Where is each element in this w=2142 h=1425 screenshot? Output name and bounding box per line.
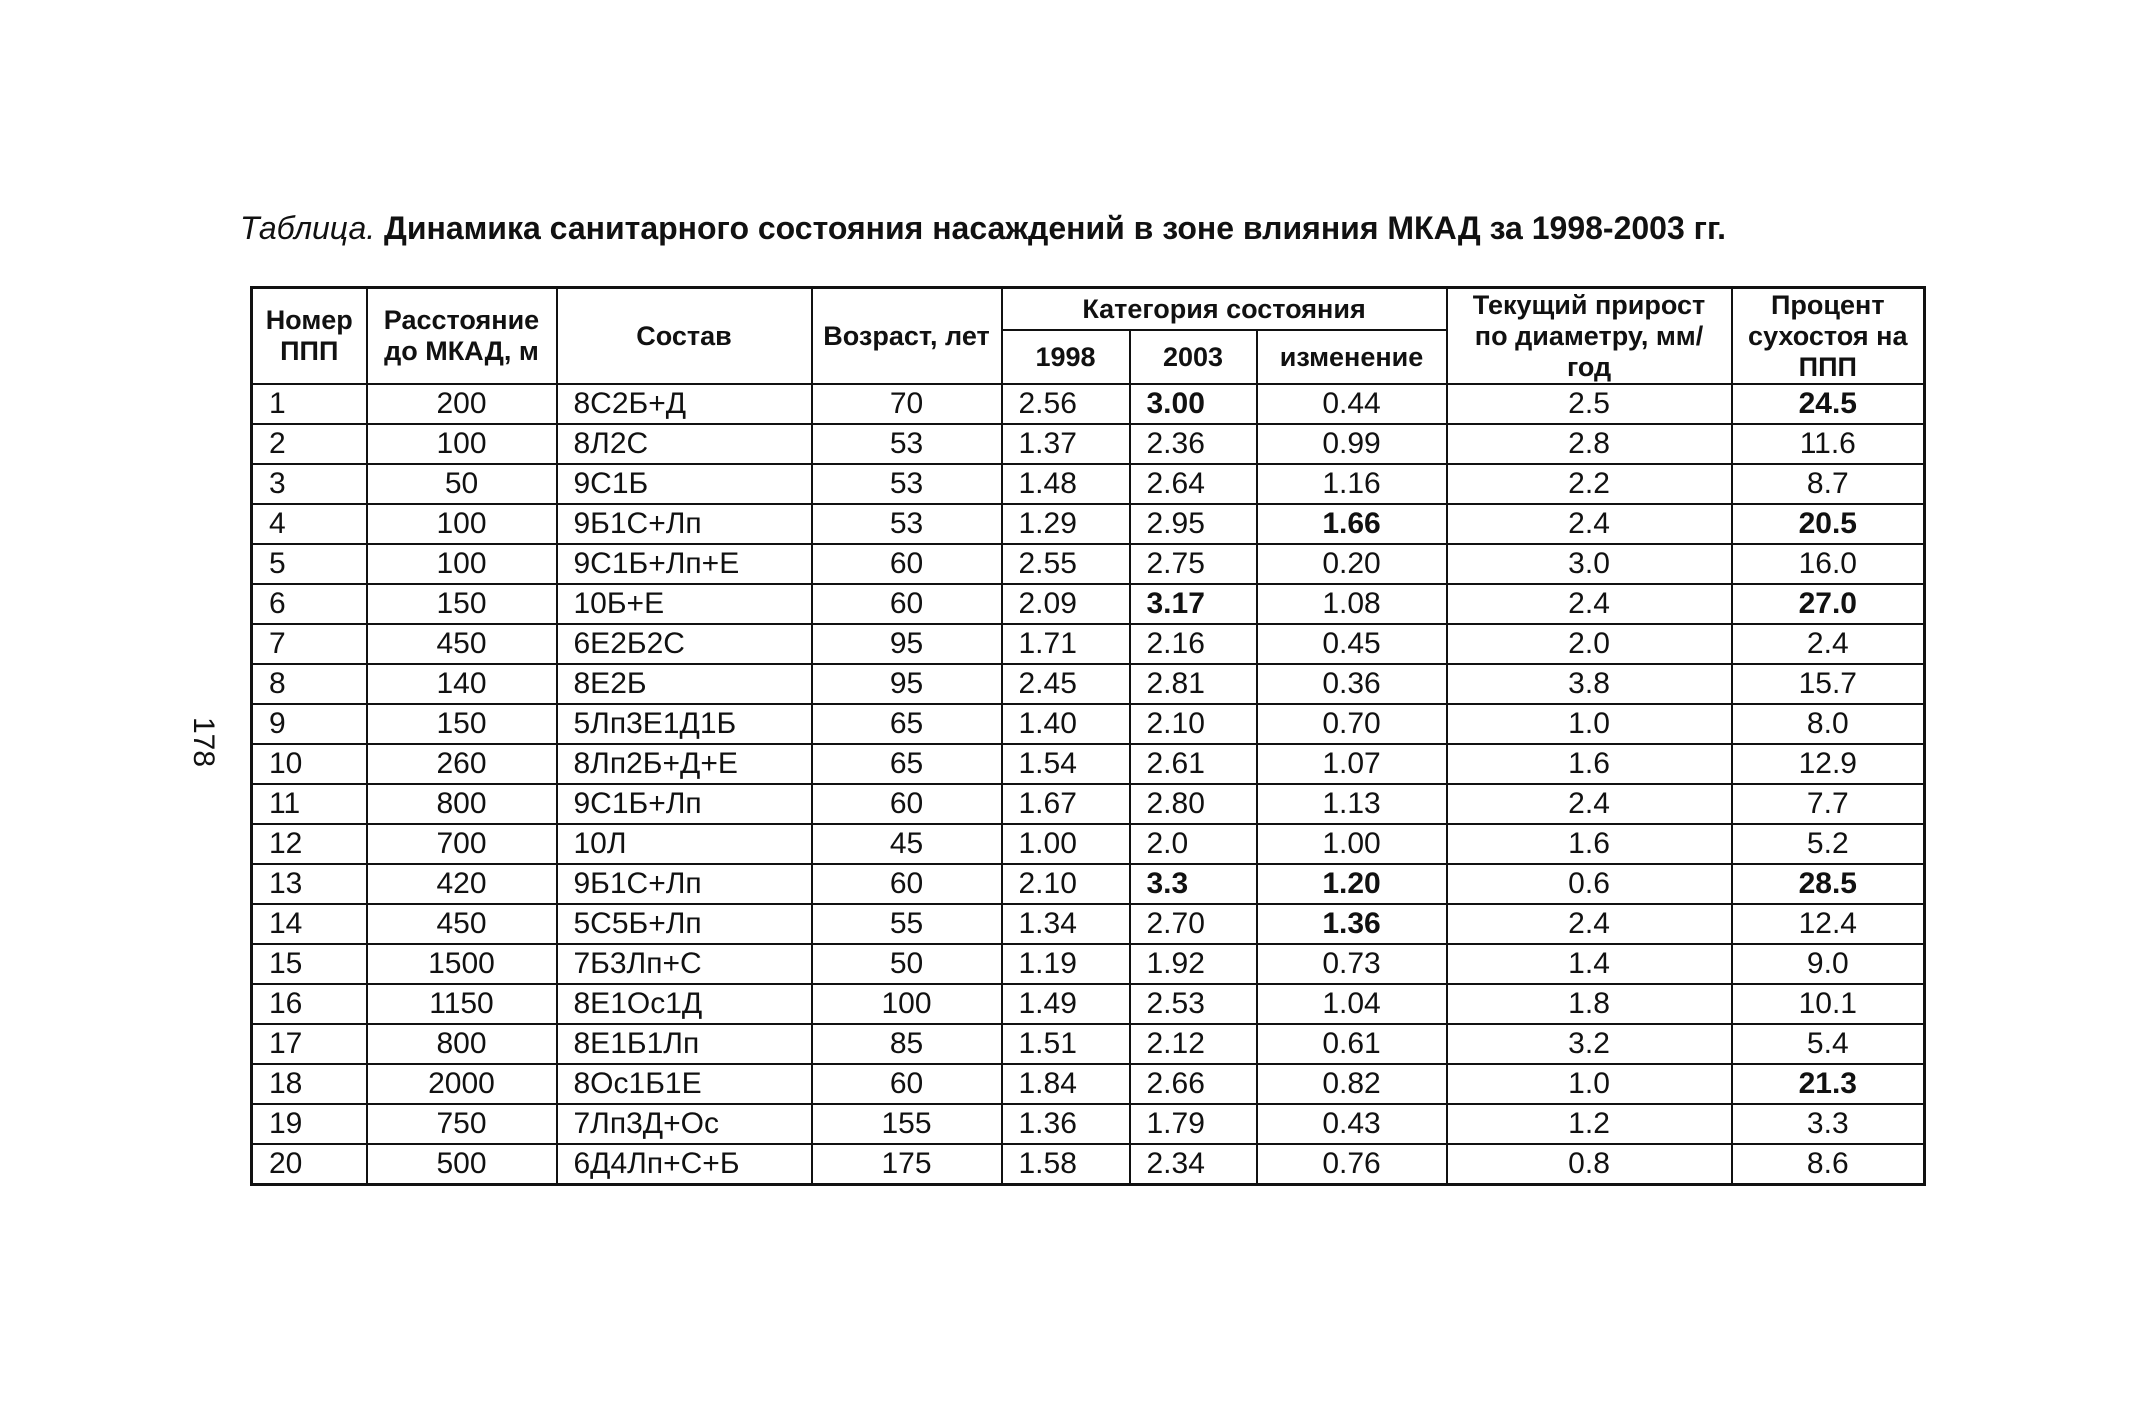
header-growth: Текущий прирост по диаметру, мм/год bbox=[1447, 288, 1732, 385]
cell-num: 13 bbox=[252, 864, 367, 904]
table-row bbox=[252, 464, 1925, 504]
table-row bbox=[252, 664, 1925, 704]
cell-category-change: 0.99 bbox=[1257, 424, 1447, 464]
cell-num: 10 bbox=[252, 744, 367, 784]
cell-dry-percent: 3.3 bbox=[1732, 1104, 1925, 1144]
cell-category-change: 0.82 bbox=[1257, 1064, 1447, 1104]
cell-num: 8 bbox=[252, 664, 367, 704]
table-row bbox=[252, 424, 1925, 464]
cell-growth: 1.8 bbox=[1447, 984, 1732, 1024]
cell-category-1998: 1.19 bbox=[1002, 944, 1130, 984]
table-row bbox=[252, 744, 1925, 784]
cell-age: 175 bbox=[812, 1144, 1002, 1185]
table-row bbox=[252, 1104, 1925, 1144]
caption-title: Динамика санитарного состояния насаждений в зоне влияния МКАД за 1998-2003 гг. bbox=[384, 210, 1726, 246]
cell-category-1998: 2.56 bbox=[1002, 384, 1130, 424]
cell-growth: 2.4 bbox=[1447, 584, 1732, 624]
cell-num: 5 bbox=[252, 544, 367, 584]
cell-growth: 2.4 bbox=[1447, 504, 1732, 544]
header-category-1998: 1998 bbox=[1002, 330, 1130, 384]
cell-category-1998: 2.55 bbox=[1002, 544, 1130, 584]
cell-dry-percent: 20.5 bbox=[1732, 504, 1925, 544]
cell-composition: 10Л bbox=[557, 824, 812, 864]
cell-category-change: 0.43 bbox=[1257, 1104, 1447, 1144]
cell-distance: 420 bbox=[367, 864, 557, 904]
cell-num: 9 bbox=[252, 704, 367, 744]
table-row bbox=[252, 584, 1925, 624]
cell-growth: 1.6 bbox=[1447, 744, 1732, 784]
cell-growth: 0.6 bbox=[1447, 864, 1732, 904]
cell-category-change: 0.44 bbox=[1257, 384, 1447, 424]
cell-category-2003: 2.61 bbox=[1130, 744, 1257, 784]
cell-distance: 140 bbox=[367, 664, 557, 704]
cell-dry-percent: 9.0 bbox=[1732, 944, 1925, 984]
cell-composition: 9Б1С+Лп bbox=[557, 504, 812, 544]
cell-num: 4 bbox=[252, 504, 367, 544]
cell-dry-percent: 7.7 bbox=[1732, 784, 1925, 824]
cell-dry-percent: 15.7 bbox=[1732, 664, 1925, 704]
cell-category-1998: 1.54 bbox=[1002, 744, 1130, 784]
cell-category-2003: 2.95 bbox=[1130, 504, 1257, 544]
cell-dry-percent: 28.5 bbox=[1732, 864, 1925, 904]
cell-category-1998: 1.71 bbox=[1002, 624, 1130, 664]
caption-lead: Таблица. bbox=[240, 210, 376, 246]
header-age: Возраст, лет bbox=[812, 288, 1002, 385]
cell-category-2003: 2.53 bbox=[1130, 984, 1257, 1024]
cell-dry-percent: 10.1 bbox=[1732, 984, 1925, 1024]
cell-category-1998: 1.58 bbox=[1002, 1144, 1130, 1185]
cell-age: 60 bbox=[812, 864, 1002, 904]
cell-category-1998: 1.37 bbox=[1002, 424, 1130, 464]
cell-growth: 3.0 bbox=[1447, 544, 1732, 584]
cell-category-2003: 1.92 bbox=[1130, 944, 1257, 984]
cell-category-1998: 1.84 bbox=[1002, 1064, 1130, 1104]
sanitary-condition-table bbox=[250, 286, 1926, 1186]
cell-composition: 7Б3Лп+С bbox=[557, 944, 812, 984]
cell-num: 12 bbox=[252, 824, 367, 864]
cell-growth: 1.4 bbox=[1447, 944, 1732, 984]
cell-category-change: 0.70 bbox=[1257, 704, 1447, 744]
cell-category-1998: 1.34 bbox=[1002, 904, 1130, 944]
cell-age: 60 bbox=[812, 784, 1002, 824]
cell-num: 2 bbox=[252, 424, 367, 464]
cell-distance: 800 bbox=[367, 1024, 557, 1064]
cell-category-2003: 2.10 bbox=[1130, 704, 1257, 744]
cell-num: 1 bbox=[252, 384, 367, 424]
cell-dry-percent: 5.4 bbox=[1732, 1024, 1925, 1064]
cell-dry-percent: 12.9 bbox=[1732, 744, 1925, 784]
cell-growth: 2.2 bbox=[1447, 464, 1732, 504]
cell-category-change: 1.16 bbox=[1257, 464, 1447, 504]
cell-growth: 3.2 bbox=[1447, 1024, 1732, 1064]
cell-composition: 8Ос1Б1Е bbox=[557, 1064, 812, 1104]
cell-composition: 9С1Б bbox=[557, 464, 812, 504]
cell-category-1998: 1.67 bbox=[1002, 784, 1130, 824]
cell-category-change: 1.00 bbox=[1257, 824, 1447, 864]
table-row bbox=[252, 824, 1925, 864]
cell-distance: 150 bbox=[367, 584, 557, 624]
cell-composition: 6Е2Б2С bbox=[557, 624, 812, 664]
cell-composition: 5Лп3Е1Д1Б bbox=[557, 704, 812, 744]
cell-dry-percent: 11.6 bbox=[1732, 424, 1925, 464]
cell-growth: 1.0 bbox=[1447, 1064, 1732, 1104]
cell-age: 100 bbox=[812, 984, 1002, 1024]
cell-growth: 1.0 bbox=[1447, 704, 1732, 744]
cell-category-2003: 2.36 bbox=[1130, 424, 1257, 464]
cell-num: 16 bbox=[252, 984, 367, 1024]
cell-category-1998: 1.40 bbox=[1002, 704, 1130, 744]
table-row bbox=[252, 704, 1925, 744]
cell-distance: 2000 bbox=[367, 1064, 557, 1104]
cell-distance: 200 bbox=[367, 384, 557, 424]
cell-distance: 150 bbox=[367, 704, 557, 744]
table-row bbox=[252, 944, 1925, 984]
cell-num: 18 bbox=[252, 1064, 367, 1104]
cell-age: 45 bbox=[812, 824, 1002, 864]
table-row bbox=[252, 504, 1925, 544]
page-number: 178 bbox=[187, 716, 220, 768]
cell-distance: 700 bbox=[367, 824, 557, 864]
cell-growth: 2.4 bbox=[1447, 904, 1732, 944]
cell-category-2003: 3.00 bbox=[1130, 384, 1257, 424]
cell-distance: 1150 bbox=[367, 984, 557, 1024]
cell-age: 53 bbox=[812, 504, 1002, 544]
table-row bbox=[252, 544, 1925, 584]
cell-age: 50 bbox=[812, 944, 1002, 984]
cell-num: 6 bbox=[252, 584, 367, 624]
cell-distance: 1500 bbox=[367, 944, 557, 984]
header-category-change: изменение bbox=[1257, 330, 1447, 384]
cell-category-2003: 3.3 bbox=[1130, 864, 1257, 904]
cell-dry-percent: 8.0 bbox=[1732, 704, 1925, 744]
cell-age: 55 bbox=[812, 904, 1002, 944]
cell-num: 3 bbox=[252, 464, 367, 504]
cell-category-change: 0.73 bbox=[1257, 944, 1447, 984]
header-category: Категория состояния bbox=[1002, 288, 1447, 331]
table-row bbox=[252, 784, 1925, 824]
table-row bbox=[252, 904, 1925, 944]
cell-dry-percent: 12.4 bbox=[1732, 904, 1925, 944]
cell-category-2003: 2.0 bbox=[1130, 824, 1257, 864]
cell-growth: 1.6 bbox=[1447, 824, 1732, 864]
cell-dry-percent: 5.2 bbox=[1732, 824, 1925, 864]
header-category-2003: 2003 bbox=[1130, 330, 1257, 384]
cell-age: 60 bbox=[812, 1064, 1002, 1104]
cell-category-2003: 2.81 bbox=[1130, 664, 1257, 704]
cell-composition: 8С2Б+Д bbox=[557, 384, 812, 424]
cell-composition: 5С5Б+Лп bbox=[557, 904, 812, 944]
table-row bbox=[252, 1024, 1925, 1064]
cell-age: 65 bbox=[812, 744, 1002, 784]
cell-distance: 100 bbox=[367, 504, 557, 544]
cell-category-change: 0.20 bbox=[1257, 544, 1447, 584]
cell-distance: 50 bbox=[367, 464, 557, 504]
cell-age: 65 bbox=[812, 704, 1002, 744]
cell-age: 53 bbox=[812, 464, 1002, 504]
cell-category-1998: 2.09 bbox=[1002, 584, 1130, 624]
cell-distance: 800 bbox=[367, 784, 557, 824]
cell-growth: 0.8 bbox=[1447, 1144, 1732, 1185]
cell-category-1998: 1.48 bbox=[1002, 464, 1130, 504]
cell-category-2003: 1.79 bbox=[1130, 1104, 1257, 1144]
cell-composition: 8Е1Б1Лп bbox=[557, 1024, 812, 1064]
cell-category-2003: 3.17 bbox=[1130, 584, 1257, 624]
cell-num: 11 bbox=[252, 784, 367, 824]
cell-composition: 7Лп3Д+Ос bbox=[557, 1104, 812, 1144]
table-body bbox=[252, 384, 1925, 1185]
cell-category-1998: 1.51 bbox=[1002, 1024, 1130, 1064]
cell-category-change: 0.45 bbox=[1257, 624, 1447, 664]
cell-growth: 2.4 bbox=[1447, 784, 1732, 824]
table-row bbox=[252, 624, 1925, 664]
table-caption bbox=[240, 206, 1940, 250]
cell-age: 60 bbox=[812, 544, 1002, 584]
cell-dry-percent: 21.3 bbox=[1732, 1064, 1925, 1104]
cell-category-1998: 1.00 bbox=[1002, 824, 1130, 864]
cell-num: 20 bbox=[252, 1144, 367, 1185]
cell-dry-percent: 8.6 bbox=[1732, 1144, 1925, 1185]
cell-category-1998: 2.10 bbox=[1002, 864, 1130, 904]
cell-growth: 2.0 bbox=[1447, 624, 1732, 664]
cell-category-change: 1.66 bbox=[1257, 504, 1447, 544]
cell-category-change: 1.20 bbox=[1257, 864, 1447, 904]
cell-category-change: 0.76 bbox=[1257, 1144, 1447, 1185]
cell-category-1998: 1.49 bbox=[1002, 984, 1130, 1024]
cell-num: 7 bbox=[252, 624, 367, 664]
header-num: Номер ППП bbox=[252, 288, 367, 385]
cell-num: 15 bbox=[252, 944, 367, 984]
table-row bbox=[252, 1144, 1925, 1185]
cell-dry-percent: 8.7 bbox=[1732, 464, 1925, 504]
cell-category-2003: 2.12 bbox=[1130, 1024, 1257, 1064]
cell-dry-percent: 16.0 bbox=[1732, 544, 1925, 584]
cell-category-2003: 2.70 bbox=[1130, 904, 1257, 944]
cell-growth: 2.5 bbox=[1447, 384, 1732, 424]
cell-composition: 9С1Б+Лп bbox=[557, 784, 812, 824]
cell-age: 60 bbox=[812, 584, 1002, 624]
cell-dry-percent: 24.5 bbox=[1732, 384, 1925, 424]
cell-category-change: 1.04 bbox=[1257, 984, 1447, 1024]
cell-category-change: 1.08 bbox=[1257, 584, 1447, 624]
cell-distance: 100 bbox=[367, 424, 557, 464]
cell-distance: 450 bbox=[367, 624, 557, 664]
cell-composition: 10Б+Е bbox=[557, 584, 812, 624]
cell-composition: 8Е2Б bbox=[557, 664, 812, 704]
cell-dry-percent: 2.4 bbox=[1732, 624, 1925, 664]
cell-composition: 8Л2С bbox=[557, 424, 812, 464]
cell-composition: 6Д4Лп+С+Б bbox=[557, 1144, 812, 1185]
cell-composition: 9Б1С+Лп bbox=[557, 864, 812, 904]
cell-category-change: 1.36 bbox=[1257, 904, 1447, 944]
table-row bbox=[252, 864, 1925, 904]
cell-age: 95 bbox=[812, 624, 1002, 664]
cell-category-change: 0.61 bbox=[1257, 1024, 1447, 1064]
cell-growth: 2.8 bbox=[1447, 424, 1732, 464]
table-row bbox=[252, 984, 1925, 1024]
cell-num: 19 bbox=[252, 1104, 367, 1144]
cell-distance: 500 bbox=[367, 1144, 557, 1185]
cell-category-change: 0.36 bbox=[1257, 664, 1447, 704]
cell-composition: 9С1Б+Лп+Е bbox=[557, 544, 812, 584]
cell-category-1998: 2.45 bbox=[1002, 664, 1130, 704]
cell-category-change: 1.13 bbox=[1257, 784, 1447, 824]
cell-category-2003: 2.75 bbox=[1130, 544, 1257, 584]
header-composition: Состав bbox=[557, 288, 812, 385]
cell-category-2003: 2.80 bbox=[1130, 784, 1257, 824]
cell-category-2003: 2.34 bbox=[1130, 1144, 1257, 1185]
header-dry-percent: Процент сухостоя на ППП bbox=[1732, 288, 1925, 385]
cell-distance: 100 bbox=[367, 544, 557, 584]
cell-category-1998: 1.29 bbox=[1002, 504, 1130, 544]
cell-category-1998: 1.36 bbox=[1002, 1104, 1130, 1144]
table-row bbox=[252, 1064, 1925, 1104]
cell-age: 155 bbox=[812, 1104, 1002, 1144]
cell-num: 17 bbox=[252, 1024, 367, 1064]
header-distance: Расстояние до МКАД, м bbox=[367, 288, 557, 385]
cell-distance: 450 bbox=[367, 904, 557, 944]
cell-age: 85 bbox=[812, 1024, 1002, 1064]
table-row bbox=[252, 384, 1925, 424]
cell-distance: 260 bbox=[367, 744, 557, 784]
cell-age: 95 bbox=[812, 664, 1002, 704]
cell-category-2003: 2.66 bbox=[1130, 1064, 1257, 1104]
cell-age: 70 bbox=[812, 384, 1002, 424]
cell-category-2003: 2.64 bbox=[1130, 464, 1257, 504]
cell-age: 53 bbox=[812, 424, 1002, 464]
cell-growth: 1.2 bbox=[1447, 1104, 1732, 1144]
cell-dry-percent: 27.0 bbox=[1732, 584, 1925, 624]
cell-distance: 750 bbox=[367, 1104, 557, 1144]
cell-composition: 8Лп2Б+Д+Е bbox=[557, 744, 812, 784]
cell-num: 14 bbox=[252, 904, 367, 944]
cell-category-2003: 2.16 bbox=[1130, 624, 1257, 664]
cell-category-change: 1.07 bbox=[1257, 744, 1447, 784]
cell-composition: 8Е1Ос1Д bbox=[557, 984, 812, 1024]
cell-growth: 3.8 bbox=[1447, 664, 1732, 704]
